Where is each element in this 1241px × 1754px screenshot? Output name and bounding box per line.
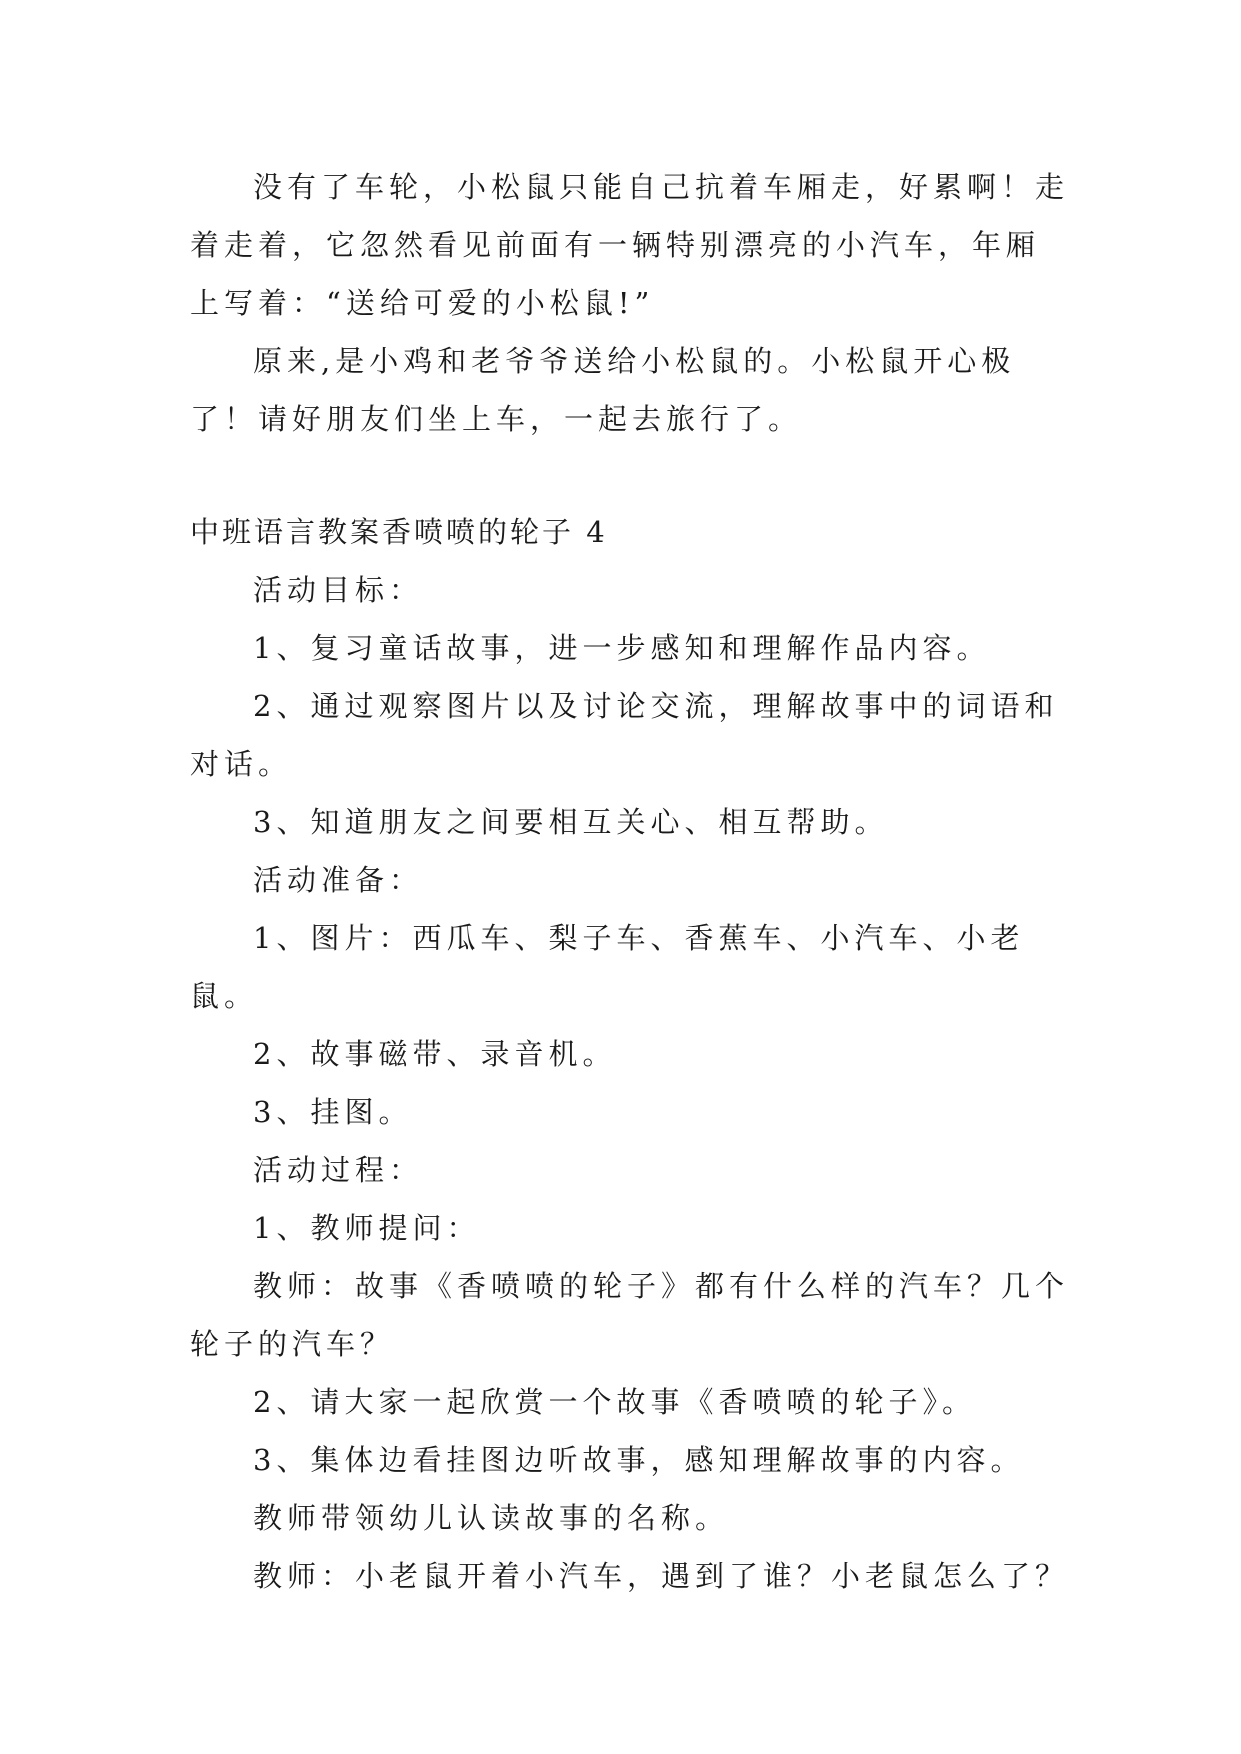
list-item: 1、教师提问： (253, 1211, 481, 1245)
section-title: 中班语言教案香喷喷的轮子 4 (190, 515, 608, 549)
paragraph: 教师带领幼儿认读故事的名称。 (253, 1501, 730, 1535)
list-item: 1、图片：西瓜车、梨子车、香蕉车、小汽车、小老鼠。 (190, 921, 1025, 1013)
list-item: 3、知道朋友之间要相互关心、相互帮助。 (253, 805, 889, 839)
list-item: 3、挂图。 (253, 1095, 413, 1129)
paragraph: 教师：小老鼠开着小汽车，遇到了谁？小老鼠怎么了？ (253, 1559, 1070, 1593)
section-label-process: 活动过程： (253, 1153, 424, 1187)
list-item: 1、复习童话故事，进一步感知和理解作品内容。 (253, 631, 991, 665)
paragraph: 没有了车轮，小松鼠只能自己抗着车厢走，好累啊！走着走着，它忽然看见前面有一辆特别漂亮的小汽车，年厢上写着：“送给可爱的小松鼠!” (190, 170, 1070, 320)
section-label-preparation: 活动准备： (253, 863, 424, 897)
list-item: 3、集体边看挂图边听故事，感知理解故事的内容。 (253, 1443, 1025, 1477)
paragraph: 教师：故事《香喷喷的轮子》都有什么样的汽车？几个轮子的汽车？ (190, 1269, 1070, 1361)
list-item: 2、通过观察图片以及讨论交流，理解故事中的词语和对话。 (190, 689, 1059, 781)
list-item: 2、请大家一起欣赏一个故事《香喷喷的轮子》。 (253, 1385, 976, 1419)
document-body (190, 158, 1070, 1605)
section-label-goals: 活动目标： (253, 573, 424, 607)
paragraph: 原来,是小鸡和老爷爷送给小松鼠的。小松鼠开心极了！请好朋友们坐上车，一起去旅行了。 (190, 344, 1016, 436)
list-item: 2、故事磁带、录音机。 (253, 1037, 617, 1071)
section-spacer (190, 448, 1070, 503)
